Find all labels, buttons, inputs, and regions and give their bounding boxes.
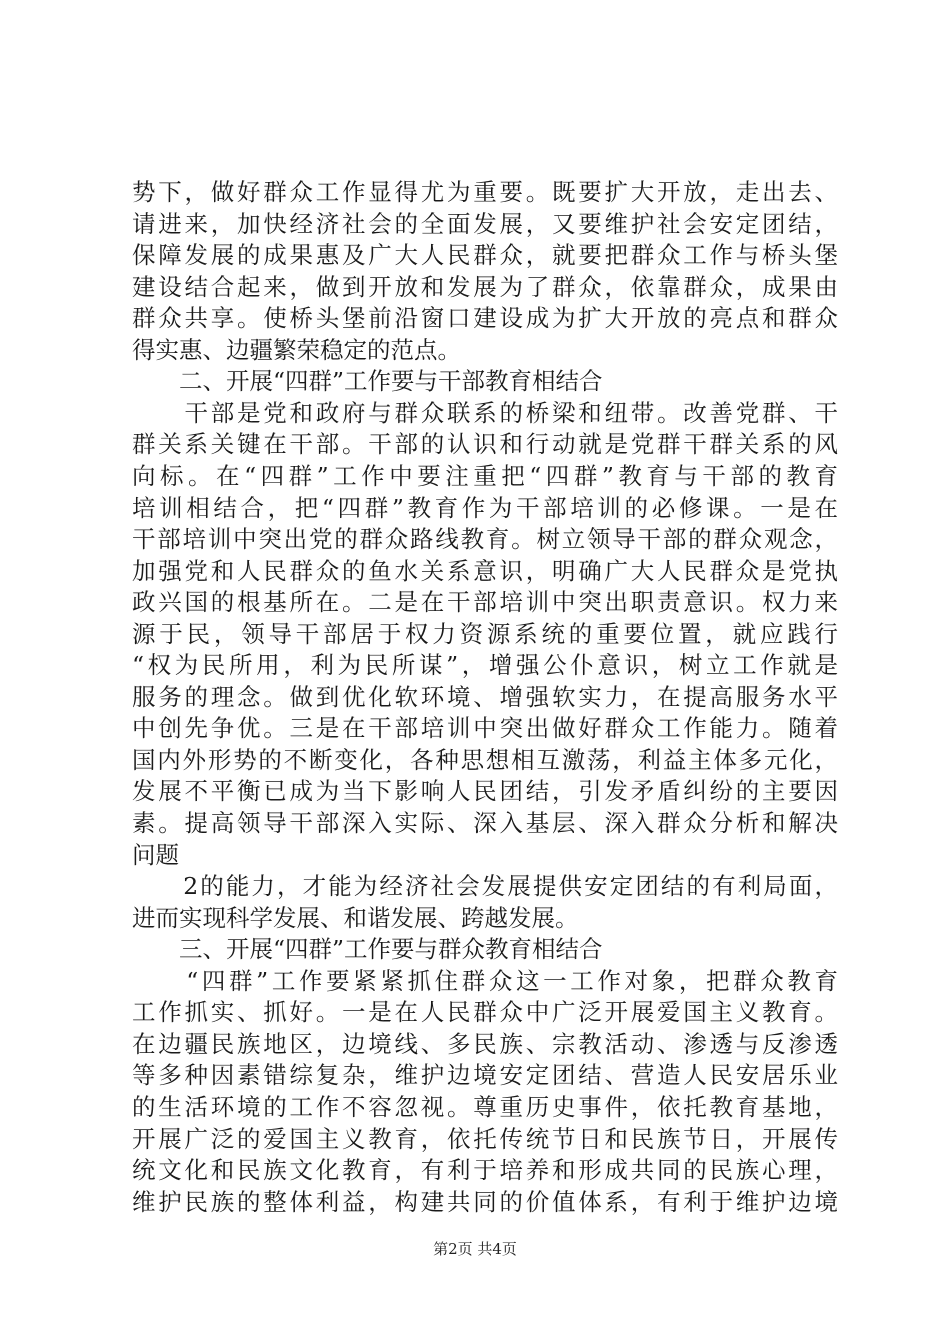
text-line: 进而实现科学发展、和谐发展、跨越发展。	[132, 903, 579, 932]
text-line: 问题	[132, 840, 179, 869]
text-line: 源于民，领导干部居于权力资源系统的重要位置，就应践行	[132, 619, 838, 648]
text-line: 服务的理念。做到优化软环境、增强软实力，在提高服务水平	[132, 682, 838, 711]
text-line: 势下，做好群众工作显得尤为重要。既要扩大开放，走出去、	[132, 178, 838, 206]
text-line: 2的能力，才能为经济社会发展提供安定团结的有利局面，	[132, 872, 838, 901]
text-line: 发展不平衡已成为当下影响人民团结，引发矛盾纠纷的主要因	[132, 777, 838, 806]
text-line: 的生活环境的工作不容忽视。尊重历史事件，依托教育基地，	[132, 1092, 838, 1121]
text-line: 培训相结合，把“四群”教育作为干部培训的必修课。一是在	[132, 493, 838, 522]
text-line: 向标。在“四群”工作中要注重把“四群”教育与干部的教育	[132, 461, 838, 490]
text-line: 保障发展的成果惠及广大人民群众，就要把群众工作与桥头堡	[132, 241, 838, 270]
text-line: 建设结合起来，做到开放和发展为了群众，依靠群众，成果由	[132, 272, 838, 301]
text-line: 加强党和人民群众的鱼水关系意识，明确广大人民群众是党执	[132, 556, 838, 585]
text-line: “四群”工作要紧紧抓住群众这一工作对象，把群众教育	[132, 966, 838, 995]
text-line: 干部是党和政府与群众联系的桥梁和纽带。改善党群、干	[132, 398, 838, 427]
text-line: 等多种因素错综复杂，维护边境安定团结、营造人民安居乐业	[132, 1061, 838, 1090]
page-footer: 第2页 共4页	[433, 1240, 517, 1258]
text-line: 得实惠、边疆繁荣稳定的范点。	[132, 335, 461, 364]
text-line: 二、开展“四群”工作要与干部教育相结合	[132, 367, 603, 396]
text-line: 开展广泛的爱国主义教育，依托传统节日和民族节日，开展传	[132, 1124, 838, 1153]
text-line: 政兴国的根基所在。二是在干部培训中突出职责意识。权力来	[132, 588, 838, 617]
text-line: 工作抓实、抓好。一是在人民群众中广泛开展爱国主义教育。	[132, 998, 838, 1027]
text-line: 统文化和民族文化教育，有利于培养和形成共同的民族心理，	[132, 1156, 838, 1185]
text-line: 干部培训中突出党的群众路线教育。树立领导干部的群众观念，	[132, 525, 838, 554]
text-line: “权为民所用，利为民所谋”，增强公仆意识，树立工作就是	[132, 651, 838, 680]
text-line: 群众共享。使桥头堡前沿窗口建设成为扩大开放的亮点和群众	[132, 304, 838, 333]
text-line: 中创先争优。三是在干部培训中突出做好群众工作能力。随着	[132, 714, 838, 743]
text-line: 国内外形势的不断变化，各种思想相互激荡，利益主体多元化，	[132, 745, 838, 774]
text-line: 群关系关键在干部。干部的认识和行动就是党群干群关系的风	[132, 430, 838, 459]
text-line: 在边疆民族地区，边境线、多民族、宗教活动、渗透与反渗透	[132, 1029, 838, 1058]
text-line: 三、开展“四群”工作要与群众教育相结合	[132, 935, 603, 964]
text-line: 素。提高领导干部深入实际、深入基层、深入群众分析和解决	[132, 809, 838, 837]
text-line: 维护民族的整体利益，构建共同的价值体系，有利于维护边境	[132, 1187, 838, 1216]
text-line: 请进来，加快经济社会的全面发展，又要维护社会安定团结，	[132, 209, 838, 238]
